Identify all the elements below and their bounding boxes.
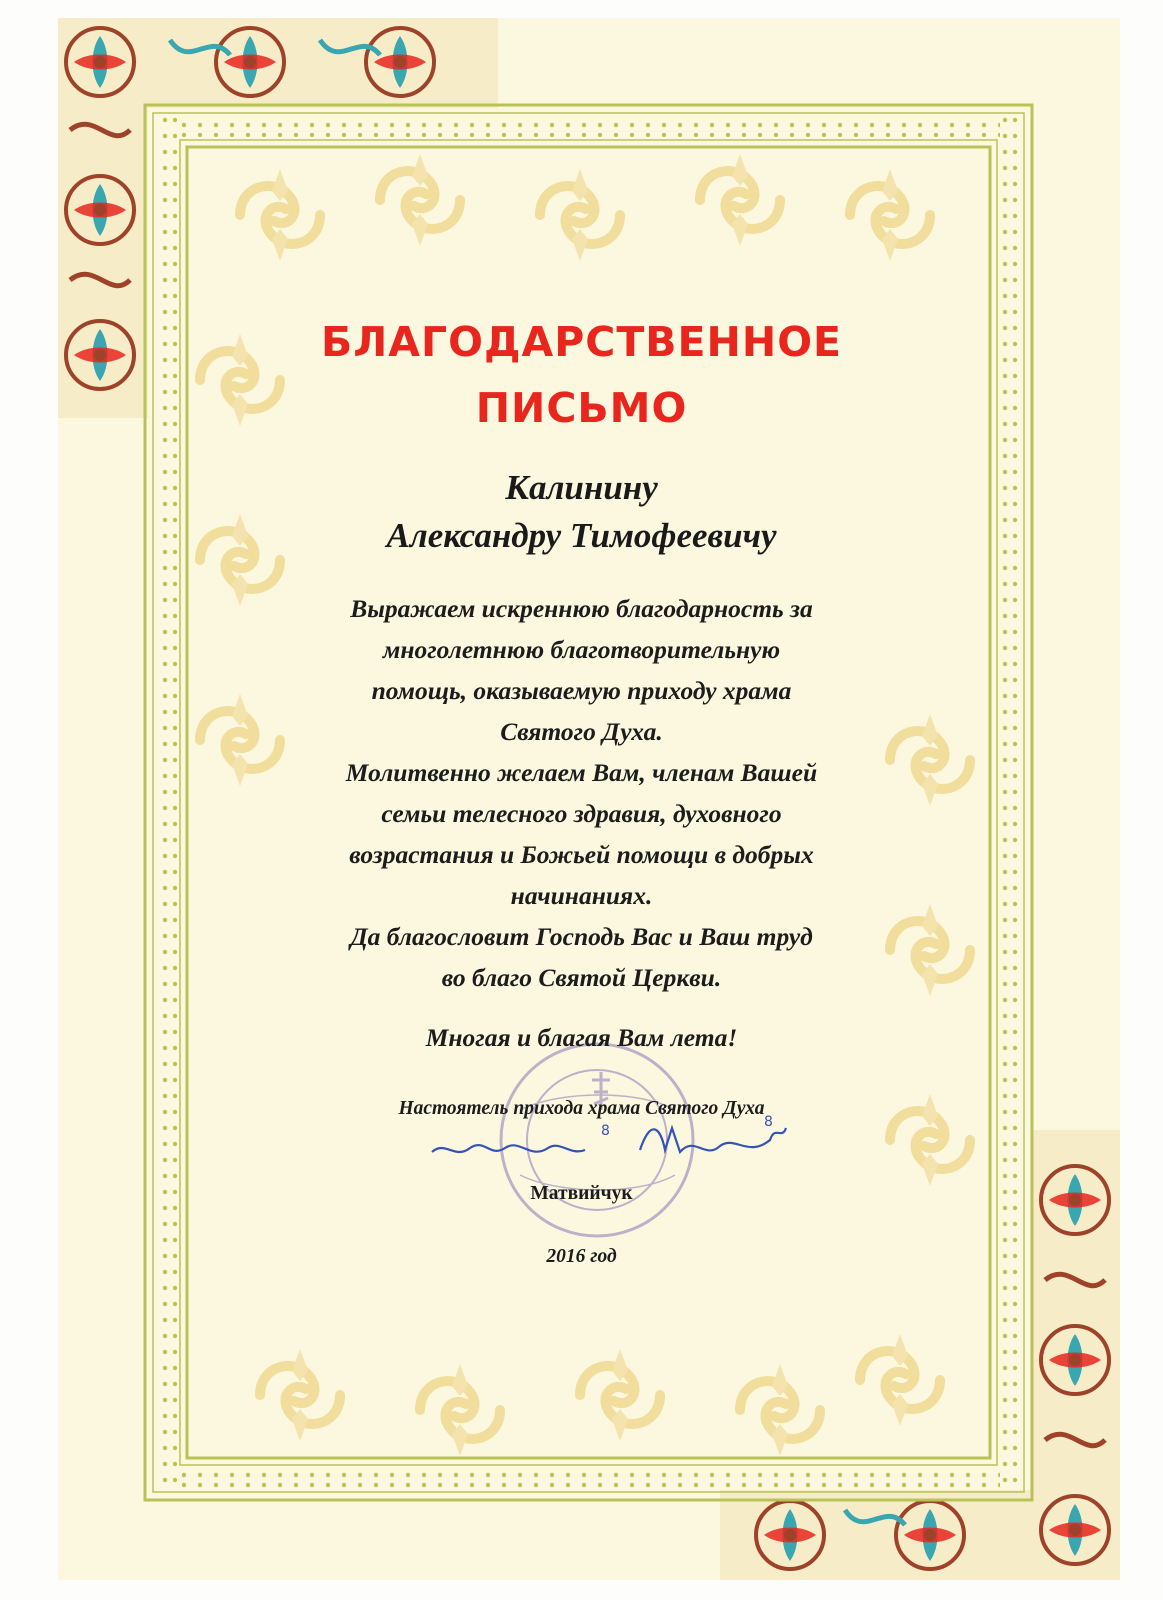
svg-text:8: 8 bbox=[601, 1123, 610, 1139]
signatory-position: Настоятель прихода храма Святого Духа bbox=[398, 1098, 765, 1119]
svg-text:8: 8 bbox=[764, 1114, 773, 1130]
body-line: начинаниях. bbox=[510, 881, 653, 910]
signatory-surname: Матвийчук bbox=[530, 1183, 633, 1204]
body-line: возрастания и Божьей помощи в добрых bbox=[349, 840, 814, 869]
document-year: 2016 год bbox=[546, 1246, 617, 1267]
body-line: Выражаем искреннюю благодарность за bbox=[350, 594, 813, 623]
title-line-2: ПИСЬМО bbox=[475, 384, 688, 432]
recipient-full-name: Александру Тимофеевичу bbox=[386, 516, 777, 555]
body-line: Да благословит Господь Вас и Ваш труд bbox=[350, 922, 813, 951]
body-line: многолетнюю благотворительную bbox=[382, 635, 781, 664]
body-line: Молитвенно желаем Вам, членам Вашей bbox=[345, 758, 818, 787]
body-line: помощь, оказываемую приходу храма bbox=[371, 676, 792, 705]
body-line: во благо Святой Церкви. bbox=[441, 963, 722, 992]
body-line: семьи телесного здравия, духовного bbox=[381, 799, 782, 828]
body-line: Святого Духа. bbox=[500, 717, 663, 746]
closing-wish: Многая и благая Вам лета! bbox=[425, 1023, 738, 1052]
title-line-1: БЛАГОДАРСТВЕННОЕ bbox=[320, 318, 843, 366]
recipient-surname: Калинину bbox=[505, 468, 658, 507]
